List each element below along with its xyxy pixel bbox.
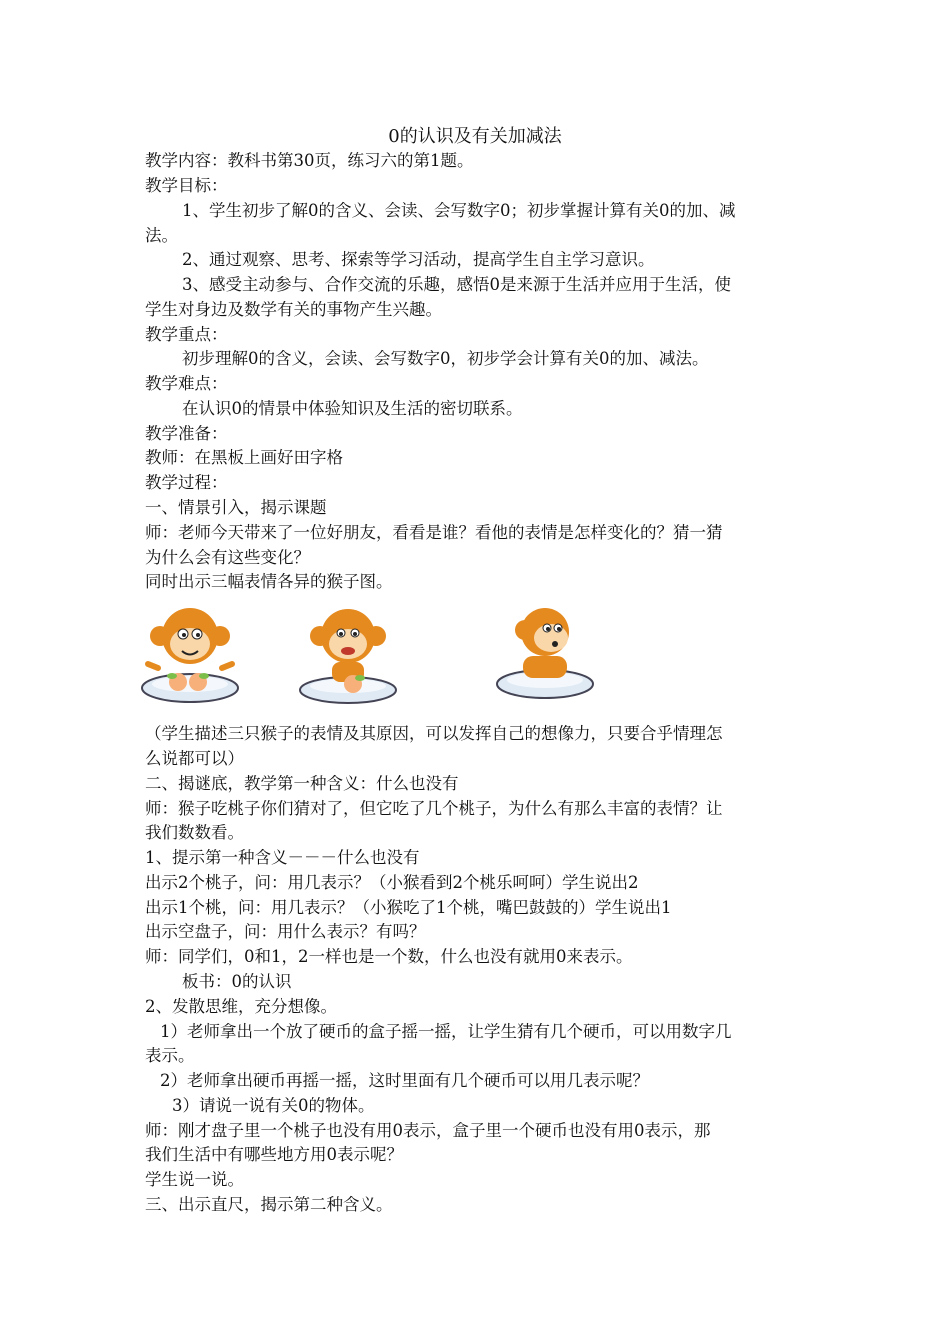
text-line: 表示。: [145, 1046, 195, 1065]
text-line: 2）老师拿出硬币再摇一摇，这时里面有几个硬币可以用几表示呢？: [160, 1071, 649, 1090]
text-line: 法。: [145, 226, 178, 245]
text-line: 同时出示三幅表情各异的猴子图。: [145, 572, 393, 591]
text-line: 2、发散思维，充分想像。: [145, 997, 337, 1016]
text-line: 教学目标：: [145, 176, 228, 195]
text-line: 出示2个桃子，问：用几表示？（小猴看到2个桃乐呵呵）学生说出2: [145, 873, 639, 892]
text-line: 师：同学们，0和1，2一样也是一个数，什么也没有就用0来表示。: [145, 947, 633, 966]
text-line: 3）请说一说有关0的物体。: [172, 1096, 375, 1115]
text-line: 教学准备：: [145, 424, 228, 443]
surprised-monkey-empty-plate-image: [495, 606, 595, 710]
happy-monkey-two-peaches-image: [140, 606, 240, 710]
text-line: 我们生活中有哪些地方用0表示呢？: [145, 1145, 403, 1164]
text-line: 学生说一说。: [145, 1170, 244, 1189]
chewing-monkey-one-peach-image: [298, 606, 398, 710]
text-line: 出示1个桃，问：用几表示？（小猴吃了1个桃，嘴巴鼓鼓的）学生说出1: [145, 898, 672, 917]
text-line: 教学内容：教科书第30页，练习六的第1题。: [145, 151, 474, 170]
page-title: 0的认识及有关加减法: [388, 126, 562, 147]
text-line: 教学难点：: [145, 374, 228, 393]
text-line: 教师：在黑板上画好田字格: [145, 448, 343, 467]
text-line: 三、出示直尺，揭示第二种含义。: [145, 1195, 393, 1214]
text-line: 3、感受主动参与、合作交流的乐趣，感悟0是来源于生活并应用于生活，使: [182, 275, 731, 294]
text-line: 师：老师今天带来了一位好朋友，看看是谁？看他的表情是怎样变化的？猜一猜: [145, 523, 723, 542]
text-line: 师：刚才盘子里一个桃子也没有用0表示，盒子里一个硬币也没有用0表示，那: [145, 1121, 711, 1140]
text-line: 为什么会有这些变化？: [145, 548, 310, 567]
text-line: 教学过程：: [145, 473, 228, 492]
text-line: 学生对身边及数学有关的事物产生兴趣。: [145, 300, 442, 319]
text-line: 我们数数看。: [145, 823, 244, 842]
text-line: （学生描述三只猴子的表情及其原因，可以发挥自己的想像力，只要合乎情理怎: [145, 724, 723, 743]
text-line: 板书：0的认识: [182, 972, 292, 991]
text-line: 2、通过观察、思考、探索等学习活动，提高学生自主学习意识。: [182, 250, 655, 269]
text-line: 一、情景引入，揭示课题: [145, 498, 327, 517]
monkey-illustrations: [140, 606, 600, 716]
text-line: 二、揭谜底，教学第一种含义：什么也没有: [145, 774, 459, 793]
text-line: 师：猴子吃桃子你们猜对了，但它吃了几个桃子，为什么有那么丰富的表情？让: [145, 799, 723, 818]
text-line: 初步理解0的含义，会读、会写数字0，初步学会计算有关0的加、减法。: [182, 349, 709, 368]
text-line: 出示空盘子，问：用什么表示？有吗？: [145, 922, 426, 941]
text-line: 在认识0的情景中体验知识及生活的密切联系。: [182, 399, 523, 418]
text-line: 么说都可以）: [145, 749, 244, 768]
text-line: 1、提示第一种含义－－－什么也没有: [145, 848, 420, 867]
text-line: 教学重点：: [145, 325, 228, 344]
text-line: 1、学生初步了解0的含义、会读、会写数字0；初步掌握计算有关0的加、减: [182, 201, 736, 220]
text-line: 1）老师拿出一个放了硬币的盒子摇一摇，让学生猜有几个硬币，可以用数字几: [160, 1022, 732, 1041]
